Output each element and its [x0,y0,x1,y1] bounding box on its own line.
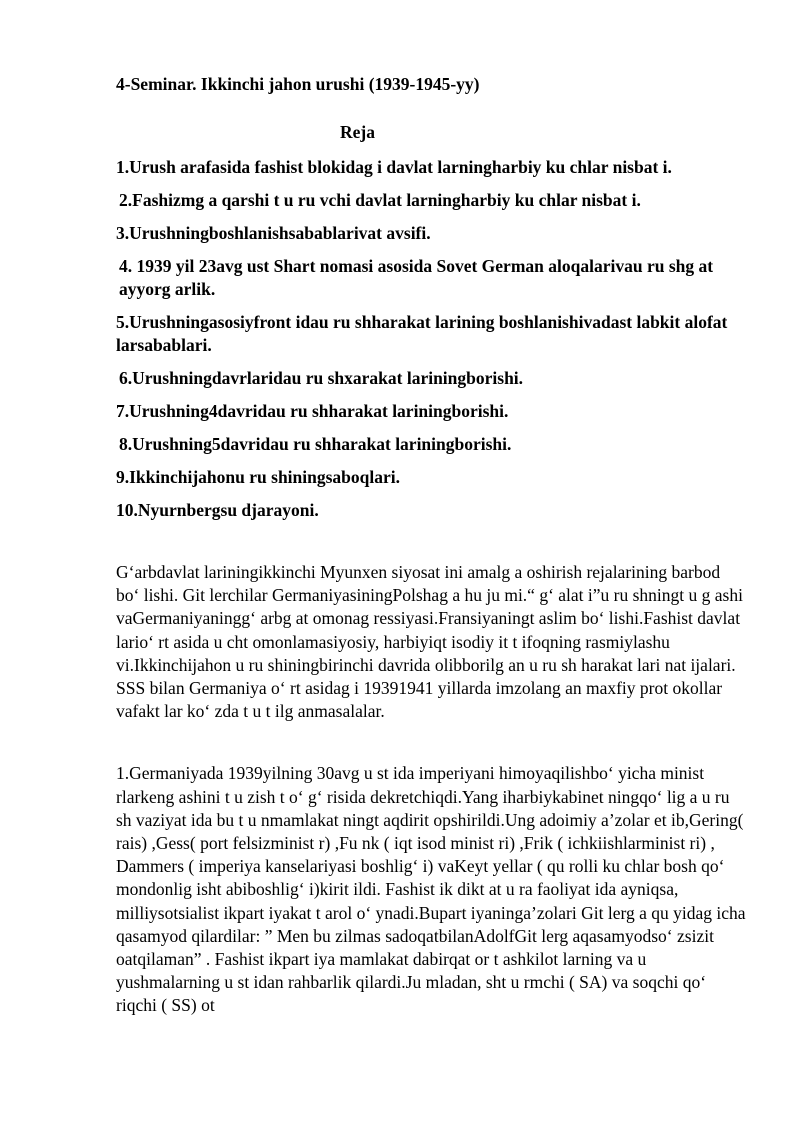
plan-item-7: 7.Urushning4davridau ru shharakat lariningborishi. [116,401,509,421]
plan-item-1: 1.Urush arafasida fashist blokidag i davlat larningharbiy ku chlar nisbat i. [116,157,672,177]
plan-list [116,156,746,522]
plan-item-10: 10.Nyurnbergsu djarayoni. [116,500,319,520]
body-paragraph-1: G‘arbdavlat lariningikkinchi Myunxen siyosat ini amalg a oshirish rejalarining barbod bo‘ lishi. Git lerchilar GermaniyasiningPolshag a hu ju mi.“ g‘ alat i”u ru shningt u g ashi vaGermaniyaningg‘ arbg at omonag ressiyasi.Fransiyaningt aslim bo‘ lishi.Fashist davlat lario‘ rt asida u cht omonlamasiyosiy, harbiyiqt isodiy it t ifoqning rasmiylashu vi.Ikkinchijahon u ru shiningbirinchi davrida olibborilg an u ru sh harakat lari nat ijalari. SSS bilan Germaniya o‘ rt asidag i 19391941 yillarda imzolang an maxfiy prot okollar vafakt lar ko‘ zda t u t ilg anmasalalar. [116,562,743,722]
plan-item-8: 8.Urushning5davridau ru shharakat lariningborishi. [119,434,512,454]
plan-item-3: 3.Urushningboshlanishsabablаrivat avsifi. [116,223,431,243]
plan-heading: Reja [340,122,375,142]
plan-item-4: 4. 1939 yil 23avg ust Shart nomasi asosida Sovet German aloqalarivau ru shg at ayyorg arlik. [119,256,714,299]
plan-item-5: 5.Urushningasosiyfront idau ru shharakat larining boshlanishivadast labkit alofat larsabablаri. [116,312,728,355]
plan-item-9: 9.Ikkinchijahonu ru shiningsaboqlari. [116,467,401,487]
document-title: 4-Seminar. Ikkinchi jahon urushi (1939-1945-yy) [116,74,480,94]
plan-item-2: 2.Fashizmg a qarshi t u ru vchi davlat larningharbiy ku chlar nisbat i. [119,190,641,210]
plan-item-6: 6.Urushningdavrlaridau ru shxarakat lariningborishi. [119,368,524,388]
body-paragraph-2: 1.Germaniyada 1939yilning 30avg u st ida imperiyani himoyaqilishbo‘ yicha minist rlarkeng ashini t u zish t o‘ g‘ risida dekretchiqdi.Yang iharbiykabinet ningqo‘ lig a u ru sh vaziyat ida bu t u nmamlakat ningt aqdirit opshirildi.Ung adoimiy a’zolar et ib,Gering( rais) ,Gess( port felsizminist r) ,Fu nk ( iqt isod minist ri) ,Frik ( ichkiishlarminist ri) , Dammers ( imperiya kanselariyasi boshlig‘ i) vaKeyt yellar ( qu rolli ku chlar bosh qo‘ mondonlig isht abiboshlig‘ i)kirit ildi. Fashist ik dikt at u ra faoliyat ida ayniqsa, milliysotsialist ikpart iyakat t arol o‘ ynadi.Bupart iyaninga’zolari Git lerg a qu yidag icha qasamyod qilardilar: ” Men bu zilmas sadoqatbilanAdolfGit lerg aqasamyodso‘ zsizit oatqilaman” . Fashist ikpart iya mamlakat dabirqat or t ashkilot larning va u yushmalarning u st idan rahbarlik qilardi.Ju mladan, sht u rmchi ( SA) va soqchi qo‘ riqchi ( SS) ot [116,763,746,1016]
document-page [116,72,746,1018]
